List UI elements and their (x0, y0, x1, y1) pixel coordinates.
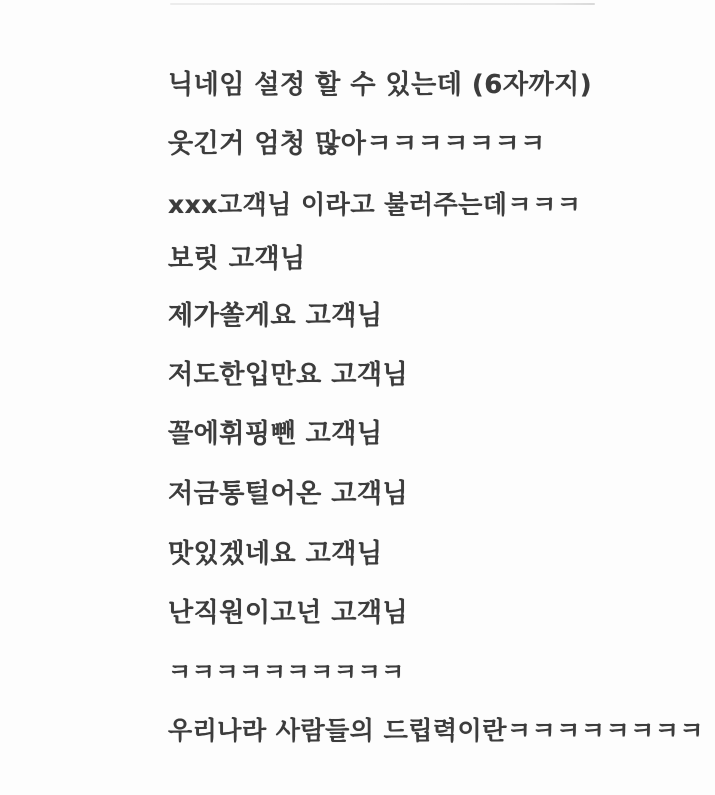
text-line-laughter: ㅋㅋㅋㅋㅋㅋㅋㅋㅋㅋ (168, 658, 405, 686)
text-line-nickname-5: 저금통털어온 고객님 (168, 479, 409, 509)
top-divider (170, 3, 595, 5)
text-line-funny-comment: 웃긴거 엄청 많아ㅋㅋㅋㅋㅋㅋㅋ (168, 129, 546, 159)
text-line-nickname-3: 저도한입만요 고객님 (168, 360, 409, 390)
text-line-intro: 닉네임 설정 할 수 있는데 (6자까지) (168, 70, 593, 100)
text-line-closing-comment: 우리나라 사람들의 드립력이란ㅋㅋㅋㅋㅋㅋㅋㅋ (168, 716, 705, 745)
text-line-nickname-1: 보릿 고객님 (168, 244, 306, 274)
text-line-nickname-4: 꼴에휘핑뺀 고객님 (168, 419, 383, 449)
text-line-nickname-2: 제가쏠게요 고객님 (168, 301, 383, 331)
text-line-nickname-6: 맛있겠네요 고객님 (168, 539, 383, 569)
text-line-customer-call: xxx고객님 이라고 불러주는데ㅋㅋㅋ (168, 190, 582, 219)
text-line-nickname-7: 난직원이고넌 고객님 (168, 598, 409, 628)
